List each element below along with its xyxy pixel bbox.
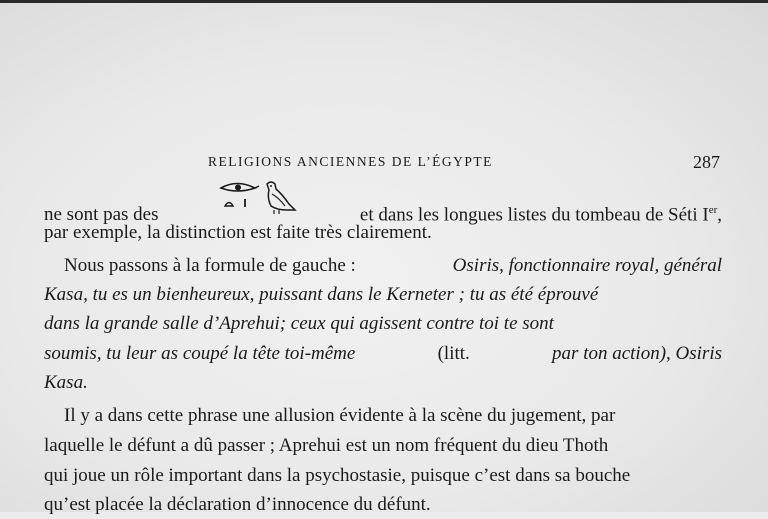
text-line bbox=[44, 219, 722, 247]
text-line bbox=[44, 432, 722, 460]
text-line bbox=[44, 310, 722, 338]
text-line bbox=[64, 252, 722, 280]
text-span: ne sont pas des bbox=[44, 204, 159, 225]
italic-text-span: par ton action), Osiris bbox=[552, 343, 722, 364]
italic-text-span: soumis, tu leur as coupé la tête toi-même bbox=[44, 343, 356, 364]
page-number: 287 bbox=[693, 152, 720, 172]
page-top-edge bbox=[0, 0, 768, 3]
text-span: qui joue un rôle important dans la psychostasie, puisque c’est dans sa bouche bbox=[44, 465, 631, 486]
italic-text-span: Osiris, fonctionnaire royal, général bbox=[452, 255, 722, 276]
text-span: et dans les longues listes du tombeau de Séti Ier, bbox=[359, 203, 722, 225]
eye-glyph-icon bbox=[221, 184, 259, 192]
running-title: RELIGIONS ANCIENNES DE L’ÉGYPTE bbox=[208, 154, 493, 169]
text-line bbox=[44, 186, 722, 225]
text-span: par exemple, la distinction est faite très clairement. bbox=[44, 222, 432, 243]
text-line bbox=[44, 462, 722, 490]
text-line bbox=[64, 402, 722, 430]
text-span: laquelle le défunt a dû passer ; Aprehui est un nom fréquent du dieu Thoth bbox=[44, 435, 609, 456]
text-span: Kasa, tu es un bienheureux, puissant dans le Kerneter ; tu as été éprouvé bbox=[44, 284, 599, 305]
page-header bbox=[44, 152, 722, 176]
text-span: Il y a dans cette phrase une allusion évidente à la scène du jugement, par bbox=[64, 405, 616, 426]
text-span: Nous passons à la formule de gauche : bbox=[64, 255, 356, 276]
text-span: qu’est placée la déclaration d’innocence du défunt. bbox=[44, 494, 431, 515]
text-span: (litt. bbox=[437, 343, 470, 364]
hieroglyph-icon bbox=[219, 180, 299, 220]
text-line bbox=[44, 491, 722, 519]
text-span: dans la grande salle d’Aprehui; ceux qui agissent contre toi te sont bbox=[44, 313, 554, 334]
hieroglyph-group bbox=[219, 186, 299, 220]
text-line bbox=[44, 340, 722, 368]
text-span: Kasa. bbox=[44, 372, 88, 393]
text-line bbox=[44, 281, 722, 309]
text-line bbox=[44, 369, 722, 397]
falcon-glyph-icon bbox=[267, 182, 295, 214]
